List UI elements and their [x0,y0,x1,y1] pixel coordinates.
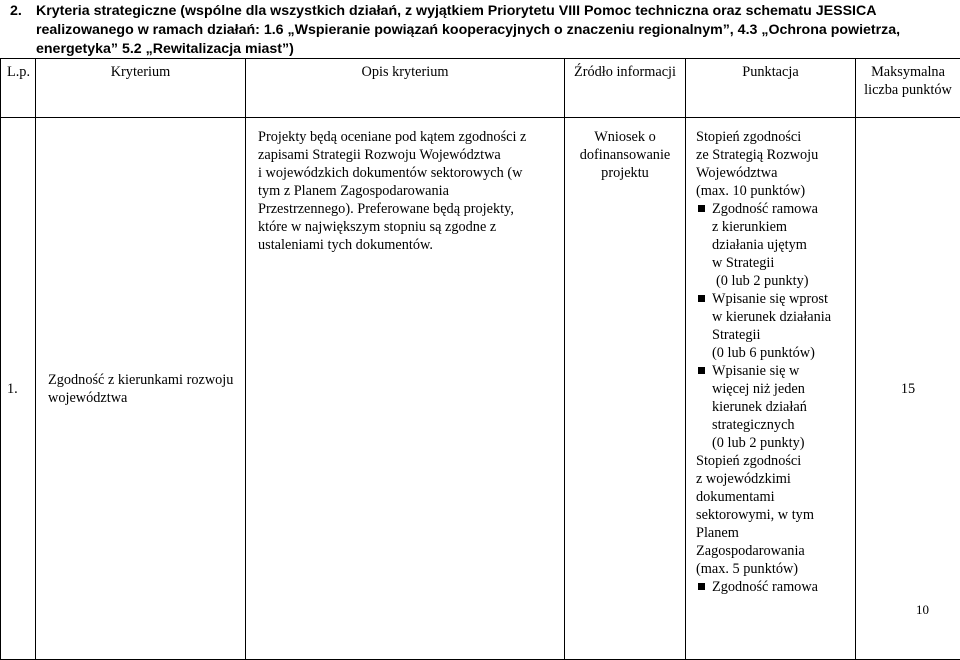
scoring-text: (max. 5 punktów) [696,561,798,577]
scoring-text: Stopień zgodności [696,129,801,145]
scoring-line [696,434,851,452]
scoring-line [696,218,851,236]
scoring-line [696,542,851,560]
section-heading [14,2,949,59]
heading-line: realizowanego w ramach działań: 1.6 „Wspieranie powiązań kooperacyjnych o znaczeniu regionalnym”, 4.3 „Ochrona powietrza, [36,21,949,40]
scoring-text: więcej niż jeden [712,381,805,397]
table-row [1,118,960,660]
scoring-line [696,308,851,326]
table-header-row [1,59,960,118]
scoring-text: strategicznych [712,417,795,433]
scoring-text: Wpisanie się w [712,363,799,379]
scoring-line [696,470,851,488]
scoring-text: (0 lub 2 punkty) [716,273,809,289]
square-bullet-icon [698,295,705,302]
header-punktacja: Punktacja [686,59,856,118]
scoring-line [696,398,851,416]
scoring-text: działania ujętym [712,237,807,253]
scoring-text: Planem [696,525,739,541]
scoring-bullet-item [696,290,851,308]
description-line: zapisami Strategii Rozwoju Województwa [258,146,556,164]
header-zrodlo: Źródło informacji [565,59,686,118]
scoring-text: Strategii [712,327,760,343]
scoring-bullet-item [696,362,851,380]
scoring-text: Zagospodarowania [696,543,805,559]
scoring-line [696,254,851,272]
square-bullet-icon [698,205,705,212]
scoring-text: (0 lub 6 punktów) [712,345,815,361]
scoring-text: ze Strategią Rozwoju [696,147,818,163]
cell-opis [246,118,565,660]
criteria-table [0,58,960,660]
scoring-line [696,182,851,200]
scoring-line [696,146,851,164]
scoring-text: Stopień zgodności [696,453,801,469]
scoring-text: kierunek działań [712,399,807,415]
scoring-text: (max. 10 punktów) [696,183,805,199]
scoring-text: Zgodność ramowa [712,201,818,217]
description-line: które w największym stopniu są zgodne z [258,218,556,236]
header-kryterium: Kryterium [36,59,246,118]
scoring-line [696,236,851,254]
cell-zrodlo: Wniosek o dofinansowanie projektu [565,118,686,660]
header-opis: Opis kryterium [246,59,565,118]
cell-lp: 1. [1,118,36,660]
heading-line: energetyka” 5.2 „Rewitalizacja miast”) [36,40,949,59]
header-lp: L.p. [1,59,36,118]
scoring-text: z wojewódzkimi [696,471,791,487]
scoring-text: Wpisanie się wprost [712,291,828,307]
description-line: Przestrzennego). Preferowane będą projekty, [258,200,556,218]
cell-kryterium: Zgodność z kierunkami rozwoju województwa [36,118,246,660]
scoring-line [696,272,851,290]
cell-maks: 15 [856,118,960,660]
scoring-line [696,488,851,506]
scoring-list [696,128,851,596]
heading-line: Kryteria strategiczne (wspólne dla wszystkich działań, z wyjątkiem Priorytetu VIII Pomoc techniczna oraz schematu JESSICA [36,2,949,21]
scoring-text: dokumentami [696,489,775,505]
scoring-bullet-item [696,578,851,596]
cell-punktacja [686,118,856,660]
description-line: tym z Planem Zagospodarowania [258,182,556,200]
scoring-text: z kierunkiem [712,219,787,235]
section-heading-text [14,2,949,59]
scoring-line [696,506,851,524]
scoring-line [696,326,851,344]
scoring-line [696,164,851,182]
scoring-line [696,560,851,578]
scoring-text: w kierunek działania [712,309,831,325]
description-line: Projekty będą oceniane pod kątem zgodności z [258,128,556,146]
scoring-text: sektorowymi, w tym [696,507,814,523]
page-number: 10 [916,602,929,618]
scoring-line [696,344,851,362]
scoring-line [696,524,851,542]
scoring-line [696,416,851,434]
square-bullet-icon [698,583,705,590]
scoring-line [696,452,851,470]
scoring-text: Województwa [696,165,777,181]
scoring-text: (0 lub 2 punkty) [712,435,805,451]
scoring-bullet-item [696,200,851,218]
description-line: i wojewódzkich dokumentów sektorowych (w [258,164,556,182]
description-line: ustaleniami tych dokumentów. [258,236,556,254]
header-maks: Maksymalna liczba punktów [856,59,960,118]
scoring-text: Zgodność ramowa [712,579,818,595]
scoring-line [696,380,851,398]
square-bullet-icon [698,367,705,374]
description-text [258,128,556,254]
scoring-text: w Strategii [712,255,774,271]
section-number: 2. [10,2,22,21]
scoring-line [696,128,851,146]
